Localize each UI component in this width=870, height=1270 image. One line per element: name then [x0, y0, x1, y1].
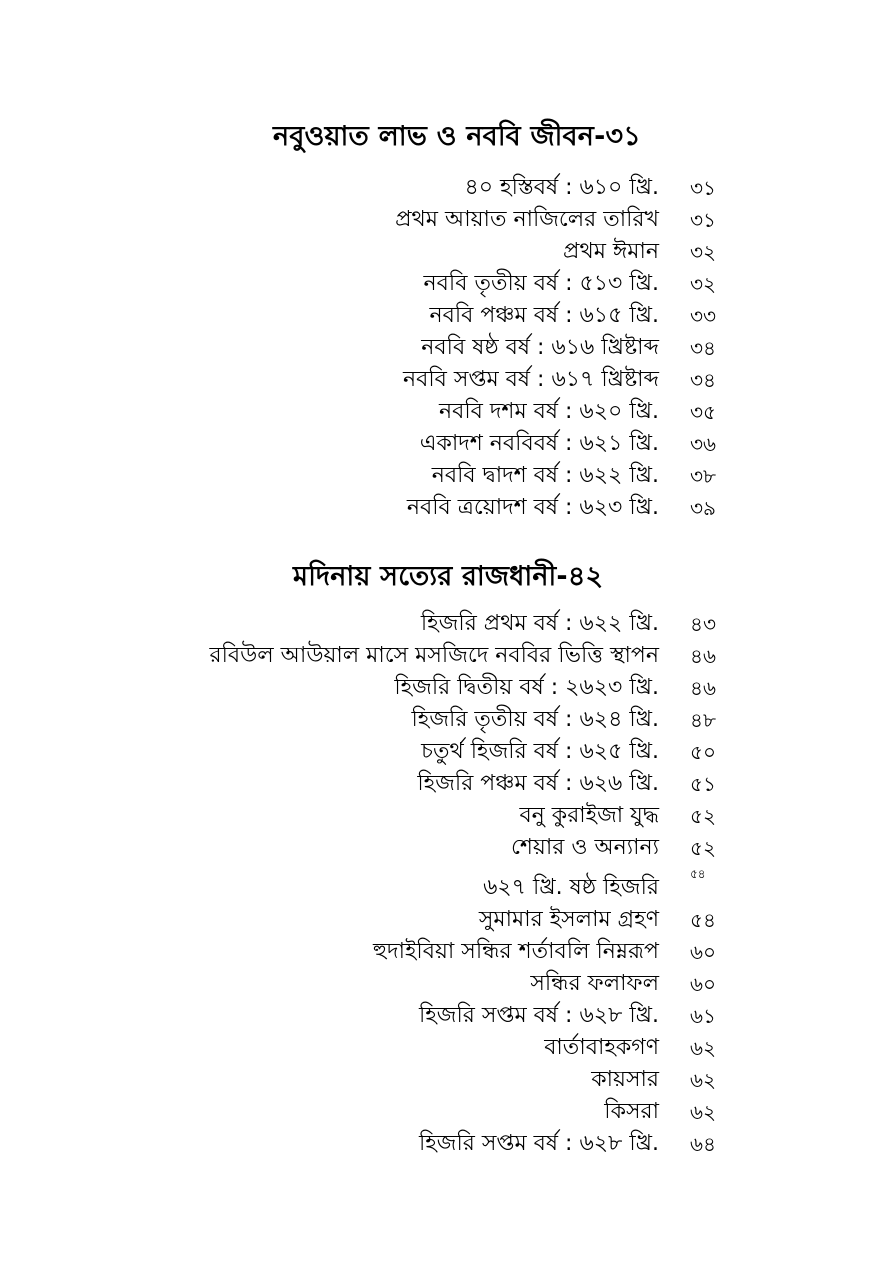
toc-entry-title: চতুর্থ হিজরি বর্ষ : ৬২৫ খ্রি.: [421, 739, 659, 764]
toc-entry-page: ৫২: [690, 836, 716, 860]
toc-entry-title: নববি দ্বাদশ বর্ষ : ৬২২ খ্রি.: [431, 463, 659, 488]
toc-entry-page: ৫৪: [690, 908, 716, 932]
toc-entry-page: ৩৩: [690, 304, 717, 328]
toc-entry-title: ৪০ হস্তিবর্ষ : ৬১০ খ্রি.: [464, 175, 659, 200]
toc-entry-page: ৫৪: [690, 867, 706, 881]
toc-entry-title: ৬২৭ খ্রি. ষষ্ঠ হিজরি: [483, 875, 659, 900]
toc-entry[interactable]: [0, 460, 870, 492]
toc-entry[interactable]: [0, 936, 870, 968]
toc-entry[interactable]: [0, 172, 870, 204]
toc-entry-page: ৬২: [690, 1036, 717, 1060]
toc-entry-page: ৩২: [690, 240, 717, 264]
toc-entry[interactable]: [0, 608, 870, 640]
toc-entry-page: ৫০: [690, 740, 716, 764]
toc-entry-page: ৬২: [690, 1068, 717, 1092]
toc-entry-title: হিজরি তৃতীয় বর্ষ : ৬২৪ খ্রি.: [411, 707, 659, 732]
toc-entry-page: ৬২: [690, 1100, 717, 1124]
toc-entry-title: হিজরি প্রথম বর্ষ : ৬২২ খ্রি.: [420, 611, 659, 636]
toc-entry[interactable]: [0, 1064, 870, 1096]
toc-entry-title: বার্তাবাহকগণ: [544, 1035, 659, 1060]
toc-entry[interactable]: [0, 768, 870, 800]
toc-entry[interactable]: [0, 904, 870, 936]
toc-entry-page: ৫১: [690, 772, 716, 796]
toc-entry[interactable]: [0, 1000, 870, 1032]
toc-entry[interactable]: [0, 396, 870, 428]
toc-entry-title: হুদাইবিয়া সন্ধির শর্তাবলি নিম্নরূপ: [372, 939, 659, 964]
toc-entry-page: ৬০: [690, 972, 717, 996]
toc-entry-page: ৪৮: [690, 708, 716, 732]
toc-entry-title: নববি সপ্তম বর্ষ : ৬১৭ খ্রিষ্টাব্দ: [402, 367, 659, 392]
toc-entry[interactable]: [0, 704, 870, 736]
toc-entry-page: ৪৬: [690, 676, 716, 700]
section-title-1: নবুওয়াত লাভ ও নববি জীবন-৩১: [273, 121, 641, 152]
toc-entry[interactable]: [0, 364, 870, 396]
toc-entry-title: নববি তৃতীয় বর্ষ : ৫১৩ খ্রি.: [423, 271, 659, 296]
toc-entry[interactable]: [0, 428, 870, 460]
toc-entry-page: ৩৮: [690, 464, 716, 488]
toc-entry-title: নববি পঞ্চম বর্ষ : ৬১৫ খ্রি.: [429, 303, 659, 328]
toc-entry-title: নববি ত্রয়োদশ বর্ষ : ৬২৩ খ্রি.: [406, 495, 659, 520]
toc-entry-title: কায়সার: [591, 1067, 659, 1092]
toc-entry[interactable]: [0, 268, 870, 300]
toc-entry-title: নববি ষষ্ঠ বর্ষ : ৬১৬ খ্রিষ্টাব্দ: [421, 335, 659, 360]
toc-entry[interactable]: [0, 640, 870, 672]
toc-entry-page: ৩২: [690, 272, 717, 296]
toc-entry[interactable]: [0, 968, 870, 1000]
toc-entry[interactable]: [0, 204, 870, 236]
toc-entry-title: বনু কুরাইজা যুদ্ধ: [519, 803, 659, 828]
toc-entry[interactable]: [0, 1032, 870, 1064]
toc-entry-title: প্রথম আয়াত নাজিলের তারিখ: [395, 207, 659, 232]
toc-entry[interactable]: [0, 800, 870, 832]
toc-entry-page: ৬১: [690, 1004, 716, 1028]
toc-entry-title: হিজরি সপ্তম বর্ষ : ৬২৮ খ্রি.: [418, 1003, 659, 1028]
toc-entry[interactable]: [0, 236, 870, 268]
toc-entry-title: হিজরি পঞ্চম বর্ষ : ৬২৬ খ্রি.: [417, 771, 659, 796]
toc-entry-page: ৩৬: [690, 432, 717, 456]
toc-entry[interactable]: [0, 332, 870, 364]
toc-entry-title: সুমামার ইসলাম গ্রহণ: [478, 907, 659, 932]
toc-entry[interactable]: [0, 736, 870, 768]
toc-entry-title: হিজরি সপ্তম বর্ষ : ৬২৮ খ্রি.: [418, 1131, 659, 1156]
toc-entry-page: ৪৩: [690, 612, 716, 636]
toc-entry[interactable]: [0, 1128, 870, 1160]
toc-entry[interactable]: [0, 492, 870, 524]
toc-entry-title: শেয়ার ও অন্যান্য: [510, 835, 659, 860]
toc-entry-page: ৩৫: [690, 400, 716, 424]
toc-entry-page: ৪৬: [690, 644, 716, 668]
toc-entry-title: রবিউল আউয়াল মাসে মসজিদে নববির ভিত্তি স্থাপন: [209, 643, 659, 668]
toc-entry[interactable]: [0, 672, 870, 704]
toc-entry-page: ৩৪: [690, 336, 716, 360]
toc-entry-title: প্রথম ঈমান: [563, 239, 659, 264]
toc-entry-page: ৩১: [690, 208, 716, 232]
toc-list-1: [0, 172, 870, 524]
toc-entry-title: সন্ধির ফলাফল: [530, 971, 659, 996]
toc-entry-page: ৬৪: [690, 1132, 716, 1156]
toc-entry-page: ৬০: [690, 940, 717, 964]
toc-entry-title: একাদশ নববিবর্ষ : ৬২১ খ্রি.: [419, 431, 659, 456]
toc-list-2: [0, 608, 870, 1160]
toc-entry-page: ৩৪: [690, 368, 716, 392]
toc-entry-title: নববি দশম বর্ষ : ৬২০ খ্রি.: [438, 399, 659, 424]
toc-entry[interactable]: [0, 832, 870, 864]
toc-entry[interactable]: [0, 300, 870, 332]
toc-entry-title: কিসরা: [604, 1099, 659, 1124]
section-title-2: মদিনায় সত্যের রাজধানী-৪২: [293, 561, 604, 592]
toc-entry[interactable]: [0, 864, 870, 904]
toc-entry-page: ৩৯: [690, 496, 716, 520]
toc-entry-page: ৫২: [690, 804, 716, 828]
toc-entry-page: ৩১: [690, 176, 716, 200]
toc-entry[interactable]: [0, 1096, 870, 1128]
toc-entry-title: হিজরি দ্বিতীয় বর্ষ : ২৬২৩ খ্রি.: [394, 675, 659, 700]
